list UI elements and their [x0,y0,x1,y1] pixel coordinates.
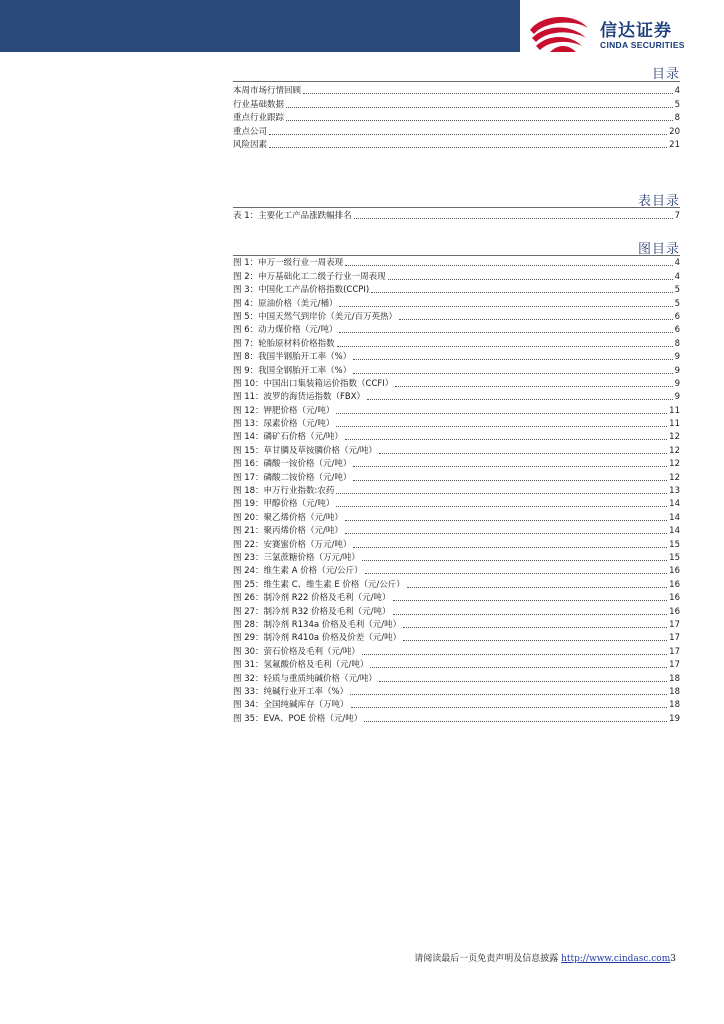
figure-entry[interactable] [233,497,680,510]
figure-entry-label: 图 10：中国出口集装箱运价指数（CCFI） [233,378,394,389]
figure-entry-page: 16 [669,606,680,617]
figure-entry-page: 6 [674,311,680,322]
figure-entry-label: 图 14：磷矿石价格（元/吨） [233,432,343,443]
figure-entry-label: 图 30：萤石价格及毛利（元/吨） [233,646,360,657]
dot-leader [354,218,673,219]
figure-entry-label: 图 20：聚乙烯价格（元/吨） [233,512,343,523]
toc-entry-label: 重点行业跟踪 [233,113,285,124]
figure-entry[interactable] [233,671,680,684]
dot-leader [393,614,668,615]
dot-leader [336,493,667,494]
dot-leader [399,319,673,320]
figure-entry-page: 9 [674,378,680,389]
tables-title: 表目录 [637,194,680,209]
figure-entry-label: 图 31：氢氟酸价格及毛利（元/吨） [233,660,369,671]
disclaimer-text: 请阅读最后一页免责声明及信息披露 [414,954,562,964]
dot-leader [395,386,672,387]
dot-leader [286,120,673,121]
figure-entry-label: 图 32：轻质与重质纯碱价格（元/吨） [233,673,377,684]
figure-entry[interactable] [233,564,680,577]
cinda-logo-icon [528,12,592,56]
toc-entry[interactable] [233,124,680,137]
figure-entry-page: 8 [674,338,680,349]
dot-leader [388,279,673,280]
dot-leader [393,600,668,601]
figure-entry-page: 15 [669,552,680,563]
figure-entry[interactable] [233,685,680,698]
figure-entry-page: 13 [669,486,680,497]
figure-entry-page: 11 [669,419,680,430]
toc-entry[interactable] [233,97,680,110]
figure-entry-label: 图 26：制冷剂 R22 价格及毛利（元/吨） [233,593,391,604]
table-entry[interactable] [233,209,680,222]
dot-leader [345,265,672,266]
figure-entry[interactable] [233,484,680,497]
figure-entry[interactable] [233,296,680,309]
dot-leader [336,426,667,427]
figure-entry-label: 图 27：制冷剂 R32 价格及毛利（元/吨） [233,606,391,617]
toc-entry[interactable] [233,111,680,124]
dot-leader [345,520,667,521]
figure-entry-label: 图 25：维生素 C、维生素 E 价格（元/公斤） [233,579,405,590]
figure-entry[interactable] [233,658,680,671]
figure-entry[interactable] [233,256,680,269]
dot-leader [362,654,667,655]
figure-entry[interactable] [233,350,680,363]
toc-entry-page: 21 [669,139,680,150]
figure-entry[interactable] [233,618,680,631]
figure-entry-page: 12 [669,459,680,470]
figure-entry-label: 图 12：钾肥价格（元/吨） [233,405,335,416]
dot-leader [362,560,667,561]
figure-entry-page: 19 [669,713,680,724]
figure-entry[interactable] [233,269,680,282]
figure-entry-page: 18 [669,700,680,711]
figure-entry[interactable] [233,577,680,590]
figure-entry-label: 图 15：草甘膦及草铵膦价格（元/吨） [233,445,377,456]
figure-entry-label: 图 6：动力煤价格（元/吨） [233,325,338,336]
figure-entry-page: 12 [669,432,680,443]
figure-entry-page: 5 [674,285,680,296]
toc-entry-page: 4 [674,86,680,97]
table-entry-page: 7 [674,211,680,222]
figure-entry-label: 图 24：维生素 A 价格（元/公斤） [233,566,363,577]
figure-entry-label: 图 13：尿素价格（元/吨） [233,419,335,430]
figure-entry[interactable] [233,510,680,523]
logo-chinese-name: 信达证券 [600,21,672,41]
figure-entry[interactable] [233,403,680,416]
toc-title: 目录 [651,67,680,82]
figure-entry[interactable] [233,604,680,617]
toc-entry[interactable] [233,138,680,151]
dot-leader [345,439,667,440]
toc-entry-label: 本周市场行情回顾 [233,86,302,97]
figure-entry-page: 17 [669,646,680,657]
website-link[interactable]: http://www.cindasc.com [561,954,671,964]
table-entry-label: 表 1：主要化工产品涨跌幅排名 [233,211,352,222]
dot-leader [350,694,667,695]
figure-entry-page: 17 [669,633,680,644]
figure-entry-page: 9 [674,352,680,363]
dot-leader [353,466,667,467]
dot-leader [365,573,668,574]
logo-english-name: CINDA SECURITIES [600,40,685,50]
tables-rule [233,207,680,208]
dot-leader [351,707,668,708]
figure-entry-label: 图 8：我国半钢胎开工率（%） [233,352,352,363]
figure-entry-label: 图 28：制冷剂 R134a 价格及毛利（元/吨） [233,619,402,630]
dot-leader [379,681,667,682]
figure-entry-page: 4 [674,271,680,282]
figure-entry[interactable] [233,591,680,604]
dot-leader [286,107,673,108]
toc-entry-page: 20 [669,126,680,137]
dot-leader [407,587,667,588]
dot-leader [379,453,667,454]
tables-list [233,209,680,222]
figure-entry-label: 图 16：磷酸一铵价格（元/吨） [233,459,352,470]
figure-entry-page: 5 [674,298,680,309]
page-number: 3 [670,954,676,964]
figure-entry-page: 12 [669,472,680,483]
figure-entry[interactable] [233,698,680,711]
figure-entry-label: 图 18：申万行业指数:农药 [233,486,335,497]
figure-entry-label: 图 21：聚丙烯价格（元/吨） [233,526,343,537]
dot-leader [353,480,667,481]
dot-leader [345,533,667,534]
figure-entry[interactable] [233,537,680,550]
figure-entry[interactable] [233,390,680,403]
dot-leader [353,547,667,548]
figure-entry[interactable] [233,323,680,336]
dot-leader [403,640,667,641]
figure-entry-label: 图 9：我国全钢胎开工率（%） [233,365,352,376]
dot-leader [353,359,672,360]
figure-entry-label: 图 3：中国化工产品价格指数(CCPI) [233,285,370,296]
figure-entry[interactable] [233,283,680,296]
figure-entry[interactable] [233,551,680,564]
toc-entry-label: 重点公司 [233,126,268,137]
figure-entry[interactable] [233,336,680,349]
figure-entry[interactable] [233,310,680,323]
dot-leader [337,346,673,347]
dot-leader [336,506,667,507]
figure-entry-page: 18 [669,673,680,684]
dot-leader [367,399,673,400]
figure-entry-page: 16 [669,593,680,604]
toc-entry-label: 风险因素 [233,139,268,150]
figure-entry-page: 16 [669,579,680,590]
figure-entry-page: 9 [674,392,680,403]
figure-entry[interactable] [233,457,680,470]
figures-title: 图目录 [637,242,680,257]
dot-leader [364,721,667,722]
dot-leader [371,292,672,293]
toc-entry[interactable] [233,84,680,97]
figure-entry-page: 18 [669,686,680,697]
figure-entry[interactable] [233,377,680,390]
dot-leader [303,93,673,94]
figure-entry-page: 11 [669,405,680,416]
figure-entry-label: 图 22：安赛蜜价格（万元/吨） [233,539,352,550]
figure-entry-label: 图 17：磷酸二铵价格（元/吨） [233,472,352,483]
figure-entry-page: 9 [674,365,680,376]
figure-entry[interactable] [233,443,680,456]
cinda-logo [528,12,718,56]
figure-entry[interactable] [233,363,680,376]
figure-entry-label: 图 34：全国纯碱库存（万吨） [233,700,349,711]
figure-entry-page: 14 [669,512,680,523]
figure-entry-label: 图 33：纯碱行业开工率（%） [233,686,349,697]
figure-entry-page: 4 [674,258,680,269]
figure-entry[interactable] [233,524,680,537]
figure-entry-page: 15 [669,539,680,550]
figure-entry-page: 6 [674,325,680,336]
figure-entry-label: 图 2：申万基础化工二级子行业一周表现 [233,271,386,282]
figure-entry-label: 图 5：中国天然气到岸价（美元/百万英热） [233,311,397,322]
figure-entry[interactable] [233,711,680,724]
figure-entry-page: 14 [669,499,680,510]
figure-entry-label: 图 29：制冷剂 R410a 价格及价差（元/吨） [233,633,402,644]
figures-list [233,256,680,725]
figure-entry-page: 14 [669,526,680,537]
figure-entry-label: 图 35：EVA、POE 价格（元/吨） [233,713,363,724]
dot-leader [336,413,667,414]
figure-entry-page: 12 [669,445,680,456]
dot-leader [269,147,667,148]
figure-entry-page: 16 [669,566,680,577]
figure-entry-label: 图 7：轮胎原材料价格指数 [233,338,335,349]
dot-leader [269,134,667,135]
toc-entry-label: 行业基础数据 [233,99,285,110]
dot-leader [339,306,672,307]
dot-leader [339,332,672,333]
figure-entry-label: 图 19：甲醇价格（元/吨） [233,499,335,510]
figure-entry-label: 图 1：申万一级行业一周表现 [233,258,344,269]
page-footer [414,951,676,964]
figure-entry-label: 图 23：三氯蔗糖价格（万元/吨） [233,552,360,563]
figure-entry-label: 图 4：原油价格（美元/桶） [233,298,338,309]
figure-entry[interactable] [233,644,680,657]
dot-leader [370,667,667,668]
toc-list [233,84,680,151]
figure-entry-page: 17 [669,619,680,630]
dot-leader [403,627,667,628]
toc-entry-page: 8 [674,113,680,124]
figure-entry[interactable] [233,430,680,443]
toc-rule [233,81,680,82]
header-band [0,0,520,52]
figure-entry[interactable] [233,417,680,430]
dot-leader [353,373,672,374]
figure-entry-page: 17 [669,660,680,671]
toc-entry-page: 5 [674,99,680,110]
figure-entry[interactable] [233,631,680,644]
figure-entry-label: 图 11：波罗的海货运指数（FBX） [233,392,366,403]
figure-entry[interactable] [233,470,680,483]
